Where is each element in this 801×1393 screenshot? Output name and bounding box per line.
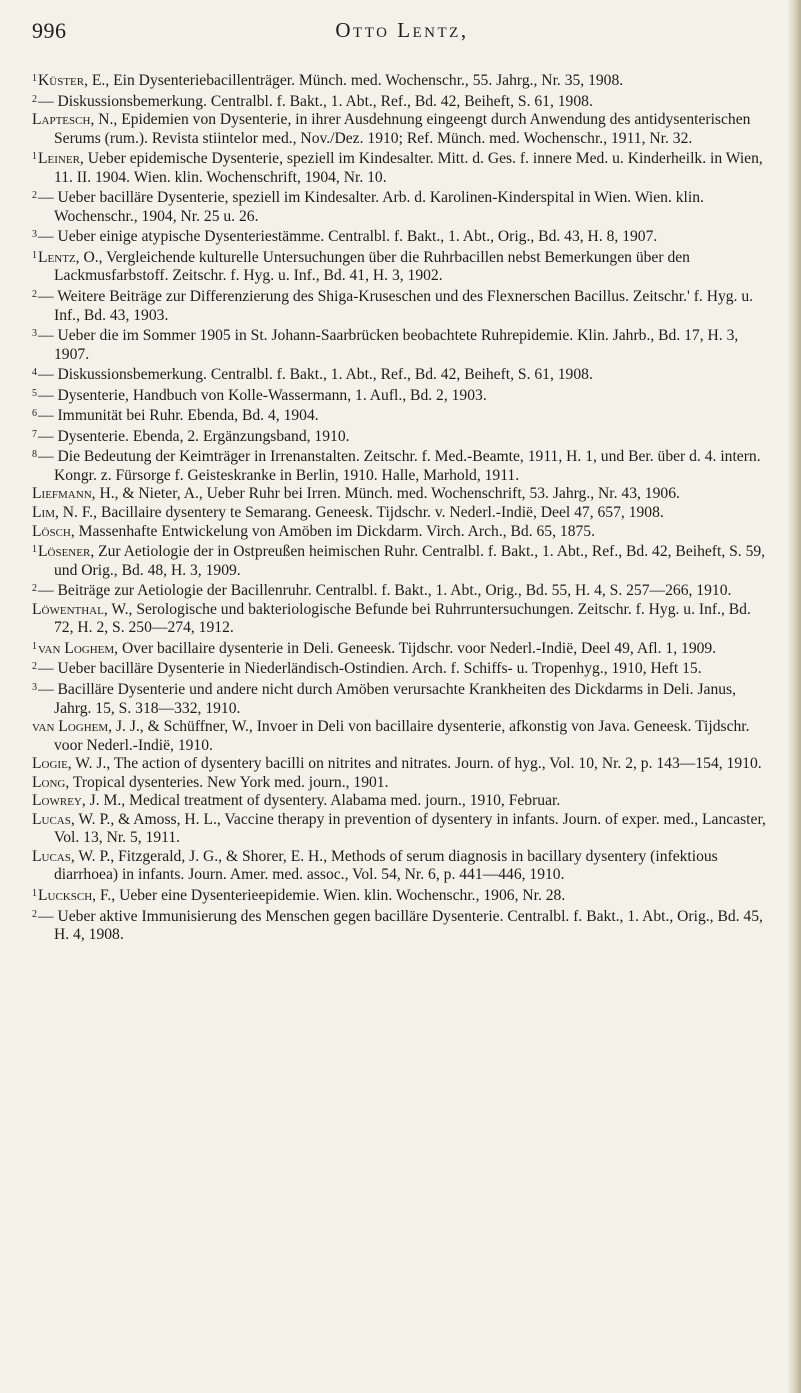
bibliography-entry [32, 385, 770, 406]
bibliography-entry [32, 226, 770, 247]
entry-author: Küster [38, 72, 85, 89]
entry-text: — Diskussionsbemerkung. Centralbl. f. Bakt., 1. Abt., Ref., Bd. 42, Beiheft, S. 61, 1908. [38, 366, 593, 384]
entry-number: 2 [32, 289, 37, 301]
entry-text: , Ueber epidemische Dysenterie, speziell im Kindesalter. Mitt. d. Ges. f. innere Med. u. Kinderheilk. in Wien, 11. II. 1904. Wien. klin. Wochenschrift, 1904, Nr. 10. [54, 150, 763, 186]
entry-author: Laptesch [32, 111, 91, 129]
bibliography-entry [32, 70, 770, 91]
entry-number: 1 [32, 640, 37, 652]
entry-number: 6 [32, 408, 37, 420]
entry-text: — Dysenterie. Ebenda, 2. Ergänzungsband, 1910. [38, 427, 350, 445]
entry-author: Löwenthal [32, 600, 104, 618]
entry-text: , Over bacillaire dysenterie in Deli. Geneesk. Tijdschr. voor Nederl.-Indië, Deel 49, Afl. 1, 1909. [114, 639, 717, 657]
bibliography-entry [32, 811, 770, 848]
entry-text: — Ueber die im Sommer 1905 in St. Johann-Saarbrücken beobachtete Ruhrepidemie. Klin. Jahrb., Bd. 17, H. 3, 1907. [38, 327, 739, 363]
entry-text: , W. P., Fitzgerald, J. G., & Shorer, E. H., Methods of serum diagnosis in bacillary dysentery (infektious diarrhoea) in infants. Journ. Amer. med. assoc., Vol. 54, Nr. 6, p. 441—446, 1910. [54, 847, 718, 884]
bibliography-entry [32, 504, 770, 523]
page-number: 996 [32, 18, 67, 43]
entry-text: , W. J., The action of dysentery bacilli on nitrites and nitrates. Journ. of hyg., Vol. 10, Nr. 2, p. 143—154, 1910. [67, 755, 762, 773]
entry-text: , J. M., Medical treatment of dysentery. Alabama med. journ., 1910, Februar. [81, 792, 561, 810]
bibliography-entry [32, 426, 770, 447]
entry-number: 1 [32, 73, 37, 84]
entry-text: — Ueber aktive Immunisierung des Menschen gegen bacilläre Dysenterie. Centralbl. f. Bakt., 1. Abt., Orig., Bd. 45, H. 4, 1908. [38, 907, 763, 944]
entry-text: , Massenhafte Entwickelung von Amöben im Dickdarm. Virch. Arch., Bd. 65, 1875. [70, 522, 595, 540]
entry-text: , W. P., & Amoss, H. L., Vaccine therapy in prevention of dysentery in infants. Journ. of exper. med., Lancaster, Vol. 13, Nr. 5, 1911. [54, 810, 766, 847]
entry-number: 1 [32, 544, 37, 556]
bibliography-entry [32, 638, 770, 659]
entry-number: 1 [32, 151, 37, 163]
bibliography-entry [32, 364, 770, 385]
entry-text: , E., Ein Dysenteriebacillenträger. Münch. med. Wochenschr., 55. Jahrg., Nr. 35, 1908. [84, 72, 624, 89]
entry-text: , H., & Nieter, A., Ueber Ruhr bei Irren. Münch. med. Wochenschrift, 53. Jahrg., Nr. 43, 1906. [91, 485, 680, 503]
entry-number: 3 [32, 229, 37, 241]
entry-number: 3 [32, 681, 37, 693]
bibliography-entry [32, 247, 770, 286]
entry-author: Lösener [38, 543, 91, 561]
entry-text: — Diskussionsbemerkung. Centralbl. f. Bakt., 1. Abt., Ref., Bd. 42, Beiheft, S. 61, 1908. [38, 92, 593, 110]
entry-number: 2 [32, 908, 37, 920]
entry-text: — Ueber einige atypische Dysenteriestämme. Centralbl. f. Bakt., 1. Abt., Orig., Bd. 43, H. 8, 1907. [38, 228, 658, 246]
entry-text: — Ueber bacilläre Dysenterie, speziell im Kindesalter. Arb. d. Karolinen-Kinderspital in Wien. Wien. klin. Wochenschr., 1904, Nr. 25 u. 26. [38, 189, 704, 225]
entry-number: 7 [32, 428, 37, 440]
entry-text: , Tropical dysenteries. New York med. journ., 1901. [65, 773, 389, 791]
entry-author: Long [32, 773, 66, 791]
bibliography-entry [32, 718, 770, 755]
bibliography-entry [32, 111, 770, 148]
entry-text: — Bacilläre Dysenterie und andere nicht durch Amöben verursachte Krankheiten des Dickdarms in Deli. Janus, Jahrg. 15, S. 318—332, 1910. [38, 680, 737, 717]
entry-number: 8 [32, 449, 37, 461]
page-header [32, 18, 772, 52]
bibliography-entry [32, 485, 770, 504]
bibliography-entry [32, 755, 770, 774]
bibliography-entry [32, 446, 770, 485]
bibliography-entry [32, 325, 770, 364]
entry-author: Lucas [32, 810, 71, 828]
entry-text: — Weitere Beiträge zur Differenzierung des Shiga-Kruseschen und des Flexnerschen Bacillus. Zeitschr.' f. Hyg. u. Inf., Bd. 43, 1903. [38, 288, 754, 324]
bibliography-entry [32, 541, 770, 580]
entry-author: Lucas [32, 847, 71, 865]
entry-text: — Ueber bacilläre Dysenterie in Niederländisch-Ostindien. Arch. f. Schiffs- u. Tropenhyg., 1910, Heft 15. [38, 660, 702, 678]
entry-author: Logie [32, 755, 68, 773]
bibliography-list [32, 70, 770, 945]
bibliography-entry [32, 601, 770, 638]
entry-text: , N., Epidemien von Dysenterie, in ihrer Ausdehnung eingeengt durch Anwendung des antidysenterischen Serums (rum.). Revista stiintelor med., Nov./Dez. 1910; Ref. Münch. med. Wochenschr., 1911, Nr. 32. [54, 111, 751, 147]
entry-number: 1 [32, 249, 37, 261]
entry-number: 2 [32, 661, 37, 673]
entry-number: 2 [32, 190, 37, 202]
entry-author: van Loghem [32, 718, 109, 736]
entry-text: — Dysenterie, Handbuch von Kolle-Wassermann, 1. Aufl., Bd. 2, 1903. [38, 386, 487, 404]
bibliography-entry [32, 848, 770, 885]
entry-number: 1 [32, 887, 37, 899]
entry-author: van Loghem [38, 639, 115, 657]
bibliography-entry [32, 91, 770, 112]
bibliography-entry [32, 658, 770, 679]
entry-text: , F., Ueber eine Dysenterieepidemie. Wien. klin. Wochenschr., 1906, Nr. 28. [92, 886, 566, 904]
entry-author: Lucksch [38, 886, 93, 904]
page-edge-shadow [787, 0, 801, 1393]
bibliography-entry [32, 679, 770, 718]
entry-author: Lösch [32, 522, 71, 540]
entry-author: Liefmann [32, 485, 92, 503]
entry-author: Lowrey [32, 792, 82, 810]
bibliography-entry [32, 906, 770, 945]
entry-text: , N. F., Bacillaire dysentery te Semarang. Geneesk. Tijdschr. v. Nederl.-Indië, Deel 47, 657, 1908. [54, 504, 664, 522]
bibliography-entry [32, 286, 770, 325]
entry-number: 2 [32, 583, 37, 595]
entry-text: , W., Serologische und bakteriologische Befunde bei Ruhrruntersuchungen. Zeitschr. f. Hyg. u. Inf., Bd. 72, H. 2, S. 250—274, 1912. [54, 600, 751, 637]
entry-text: , Zur Aetiologie der in Ostpreußen heimischen Ruhr. Centralbl. f. Bakt., 1. Abt., Ref., Bd. 42, Beiheft, S. 59, und Orig., Bd. 48, H. 3, 1909. [54, 543, 766, 579]
bibliography-entry [32, 405, 770, 426]
bibliography-entry [32, 885, 770, 906]
running-title: Otto Lentz, [335, 18, 469, 42]
entry-text: — Die Bedeutung der Keimträger in Irrenanstalten. Zeitschr. f. Med.-Beamte, 1911, H. 1, und Ber. über d. 4. intern. Kongr. z. Fürsorge f. Geisteskranke in Berlin, 1910. Halle, Marhold, 1911. [38, 448, 761, 484]
entry-author: Leiner [38, 150, 80, 168]
bibliography-entry [32, 792, 770, 811]
bibliography-entry [32, 187, 770, 226]
bibliography-entry [32, 774, 770, 793]
entry-text: — Beiträge zur Aetiologie der Bacillenruhr. Centralbl. f. Bakt., 1. Abt., Orig., Bd. 55, H. 4, S. 257—266, 1910. [38, 582, 732, 600]
entry-text: — Immunität bei Ruhr. Ebenda, Bd. 4, 1904. [38, 407, 319, 425]
bibliography-entry [32, 523, 770, 542]
entry-number: 4 [32, 367, 37, 379]
entry-text: , J. J., & Schüffner, W., Invoer in Deli von bacillaire dysenterie, afkonstig von Java. Geneesk. Tijdschr. voor Nederl.-Indië, 1910. [54, 718, 750, 754]
entry-author: Lentz [38, 248, 76, 266]
entry-number: 2 [32, 93, 37, 105]
entry-author: Lim [32, 504, 55, 522]
bibliography-entry [32, 148, 770, 187]
entry-number: 5 [32, 387, 37, 399]
bibliography-entry [32, 580, 770, 601]
entry-text: , O., Vergleichende kulturelle Untersuchungen über die Ruhrbacillen nebst Bemerkungen über den Lackmusfarbstoff. Zeitschr. f. Hyg. u. Inf., Bd. 41, H. 3, 1902. [54, 248, 690, 285]
entry-number: 3 [32, 328, 37, 340]
